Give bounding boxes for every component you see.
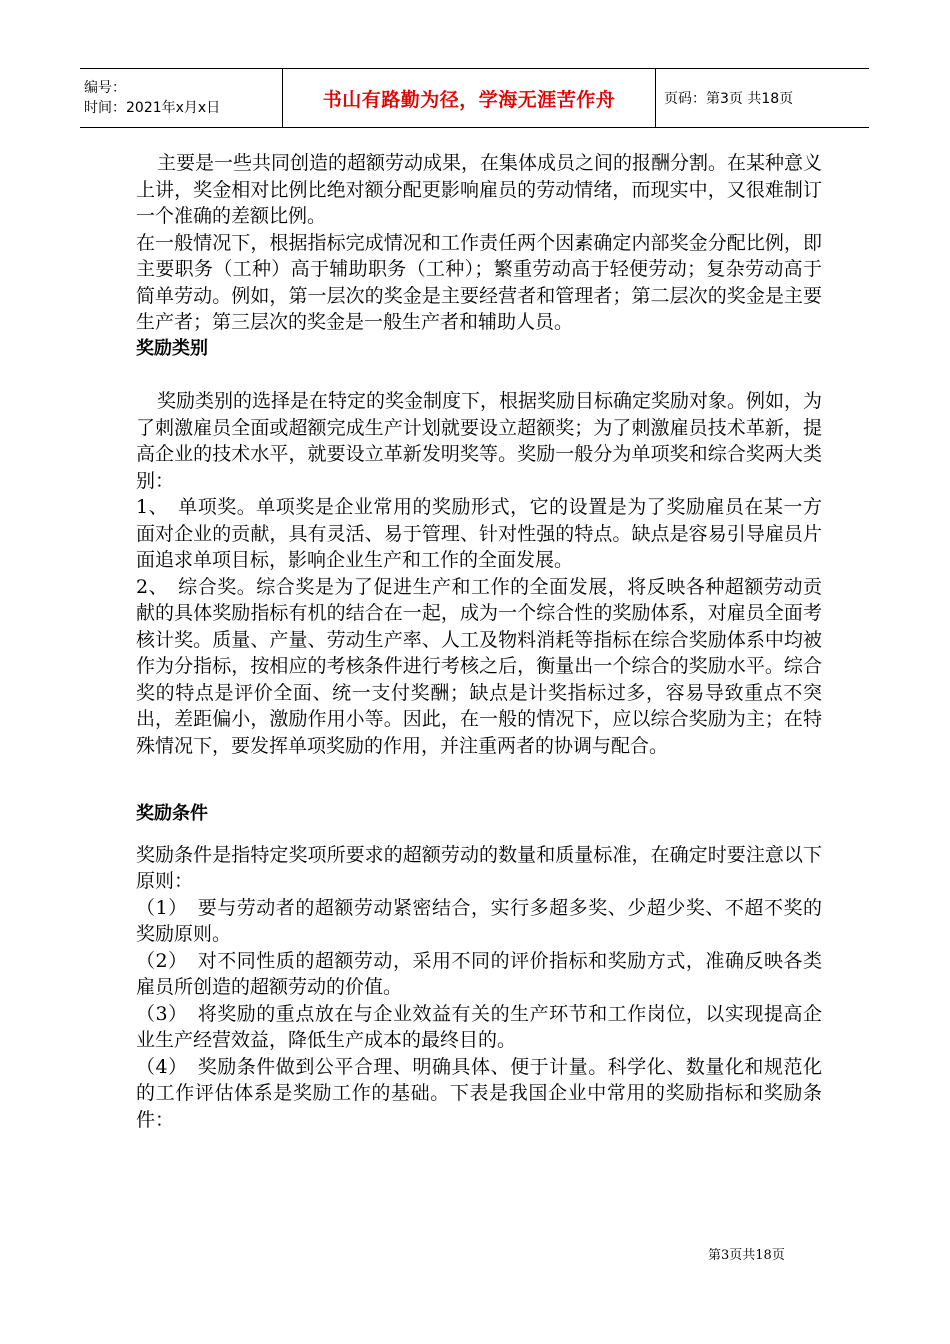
list-item-single-award: 1、 单项奖。单项奖是企业常用的奖励形式，它的设置是为了奖励雇员在某一方面对企业的贡献，具有灵活、易于管理、针对性强的特点。缺点是容易引导雇员片面追求单项目标，影响企业生产和工作的全面发展。 — [136, 496, 822, 571]
header-motto: 书山有路勤为径，学海无涯苦作舟 — [322, 88, 616, 111]
list-item-comprehensive-award: 2、 综合奖。综合奖是为了促进生产和工作的全面发展，将反映各种超额劳动贡献的具体奖励指标有机的结合在一起，成为一个综合性的奖励体系，对雇员全面考核计奖。质量、产量、劳动生产率、人工及物料消耗等指标在综合奖励体系中均被作为分指标，按相应的考核条件进行考核之后，衡量出一个综合的奖励水平。综合奖的特点是评价全面、统一支付奖酬；缺点是计奖指标过多，容易导致重点不突出，差距偏小，激励作用小等。因此，在一般的情况下，应以综合奖励为主；在特殊情况下，要发挥单项奖励的作用，并注重两者的协调与配合。 — [136, 575, 822, 757]
page-header — [80, 68, 869, 128]
header-meta — [80, 69, 283, 127]
document-body — [136, 150, 822, 1133]
header-motto-cell — [283, 69, 656, 127]
header-page-cell — [656, 69, 869, 127]
spacer — [136, 362, 822, 388]
page-footer — [708, 1244, 785, 1263]
header-page-label: 页码：第3页 共18页 — [664, 91, 794, 107]
body-paragraph-3: 奖励类别的选择是在特定的奖金制度下，根据奖励目标确定奖励对象。例如，为了刺激雇员全面或超额完成生产计划就要设立超额奖；为了刺激雇员技术革新，提高企业的技术水平，就要设立革新发明奖等。奖励一般分为单项奖和综合奖两大类别： — [136, 390, 823, 492]
section-title-award-conditions: 奖励条件 — [136, 803, 208, 824]
footer-page-number: 第3页共18页 — [708, 1248, 785, 1263]
section-title-award-categories: 奖励类别 — [136, 337, 208, 359]
condition-item-4: （4） 奖励条件做到公平合理、明确具体、便于计量。科学化、数量化和规范化的工作评估体系是奖励工作的基础。下表是我国企业中常用的奖励指标和奖励条件： — [136, 1055, 822, 1131]
body-paragraph-1: 主要是一些共同创造的超额劳动成果，在集体成员之间的报酬分割。在某种意义上讲，奖金相对比例比绝对额分配更影响雇员的劳动情绪，而现实中，又很难制订一个准确的差额比例。 — [136, 152, 823, 227]
doc-number-label: 编号： — [84, 80, 126, 96]
spacer — [136, 759, 822, 801]
condition-item-1: （1） 要与劳动者的超额劳动紧密结合，实行多超多奖、少超少奖、不超不奖的奖励原则。 — [136, 896, 822, 945]
body-paragraph-4: 奖励条件是指特定奖项所要求的超额劳动的数量和质量标准，在确定时要注意以下原则： — [136, 843, 822, 892]
condition-item-2: （2） 对不同性质的超额劳动，采用不同的评价指标和奖励方式，准确反映各类雇员所创造的超额劳动的价值。 — [136, 949, 822, 998]
body-paragraph-2: 在一般情况下，根据指标完成情况和工作责任两个因素确定内部奖金分配比例，即主要职务（工种）高于辅助职务（工种）；繁重劳动高于轻便劳动；复杂劳动高于简单劳动。例如，第一层次的奖金是主要经营者和管理者；第二层次的奖金是主要生产者；第三层次的奖金是一般生产者和辅助人员。 — [136, 231, 822, 333]
doc-time-label: 时间：2021年x月x日 — [84, 100, 221, 116]
spacer — [136, 828, 822, 842]
condition-item-3: （3） 将奖励的重点放在与企业效益有关的生产环节和工作岗位，以实现提高企业生产经营效益，降低生产成本的最终目的。 — [136, 1002, 822, 1051]
